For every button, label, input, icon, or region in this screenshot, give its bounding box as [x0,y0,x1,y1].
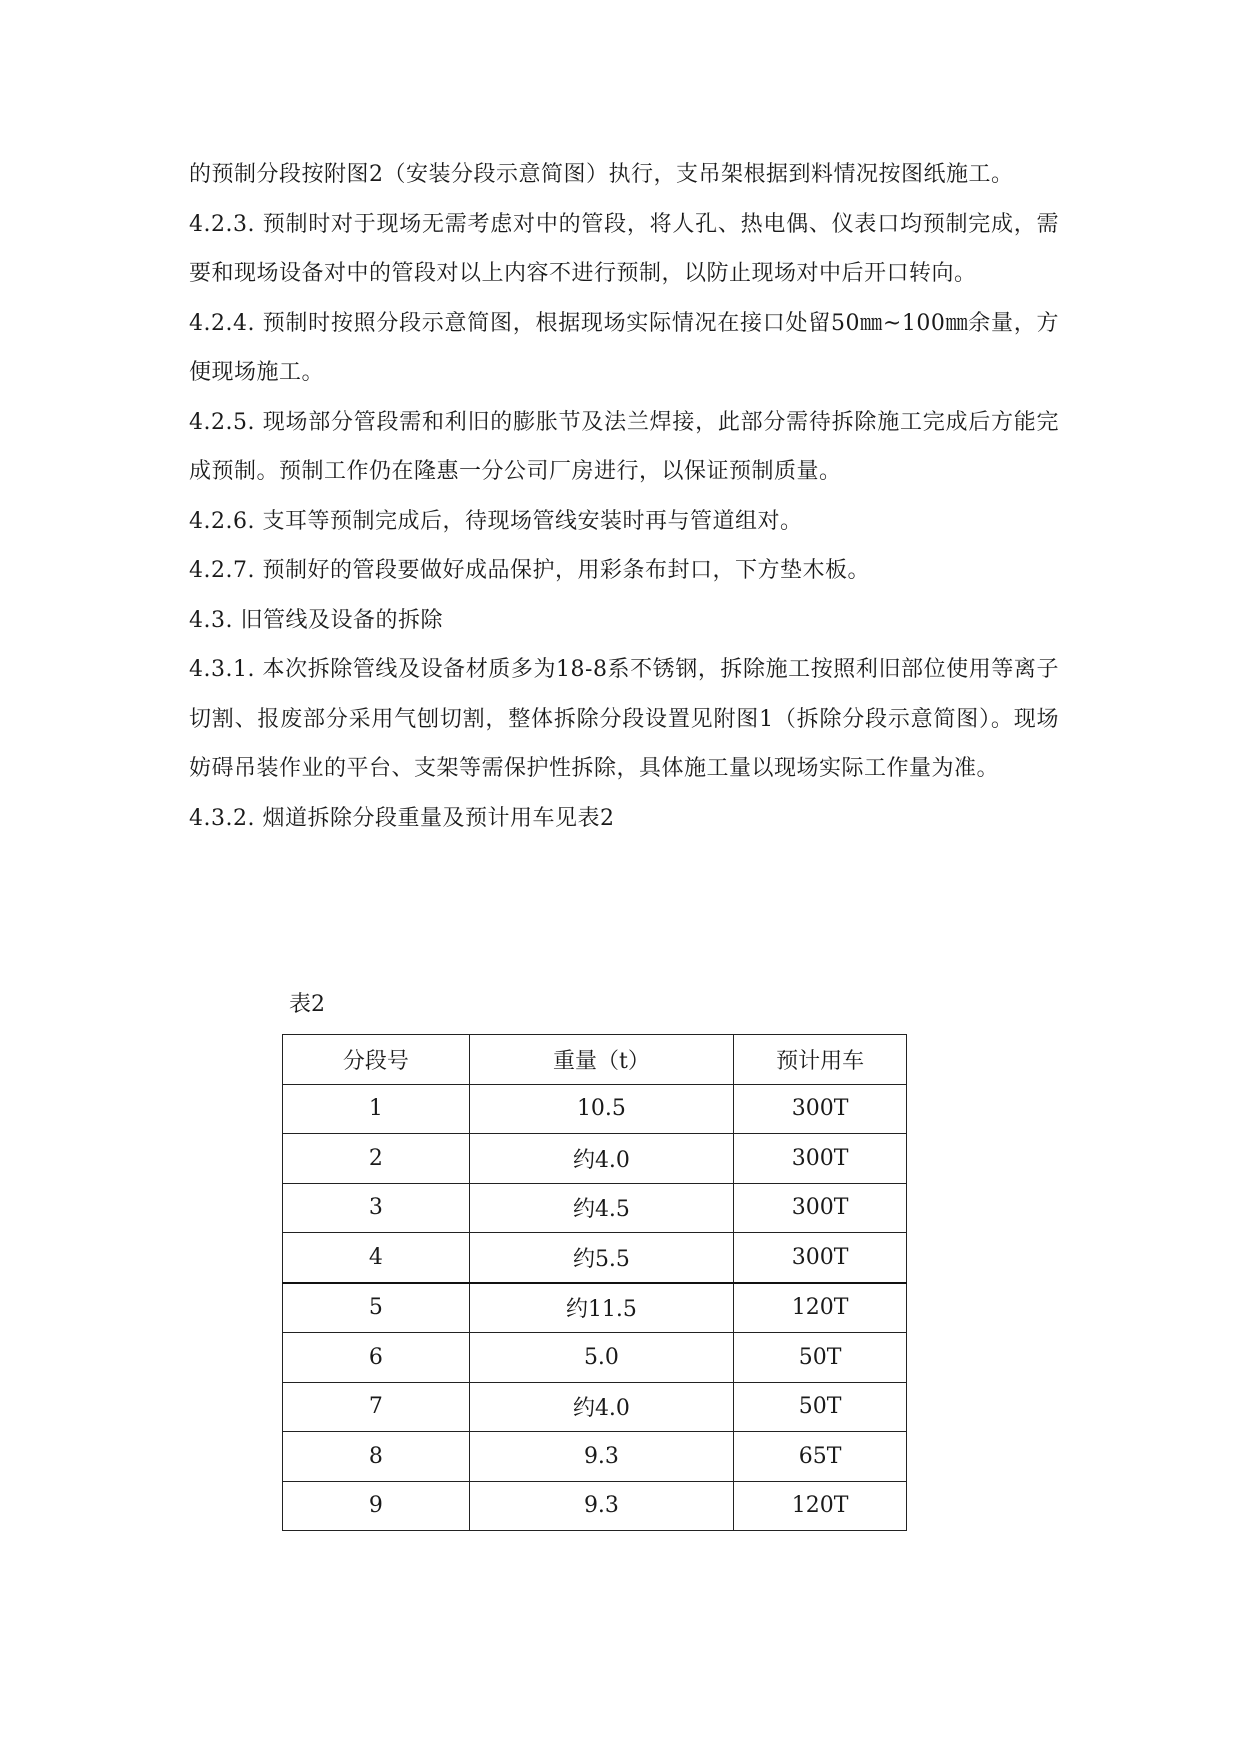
paragraph-prefab-segments: 的预制分段按附图2（安装分段示意简图）执行，支吊架根据到料情况按图纸施工。 [189,162,1014,187]
paragraph-4-2-5: 4.2.5. 现场部分管段需和利旧的膨胀节及法兰焊接，此部分需待拆除施工完成后方能完成预制。预制工作仍在隆惠一分公司厂房进行，以保证预制质量。 [189,409,1059,484]
table-row [283,1432,907,1482]
cell-crane: 300T [734,1134,907,1184]
cell-weight: 9.3 [469,1432,734,1482]
cell-weight: 5.0 [469,1333,734,1383]
paragraph-4-2-3: 4.2.3. 预制时对于现场无需考虑对中的管段，将人孔、热电偶、仪表口均预制完成，需要和现场设备对中的管段对以上内容不进行预制，以防止现场对中后开口转向。 [189,211,1059,286]
table-row [283,1382,907,1432]
header-segment-number: 分段号 [283,1035,470,1085]
table-row [283,1283,907,1333]
table-header-row [283,1035,907,1085]
table-row [283,1233,907,1283]
paragraph-4-3-1: 4.3.1. 本次拆除管线及设备材质多为18-8系不锈钢，拆除施工按照利旧部位使用等离子切割、报废部分采用气刨切割，整体拆除分段设置见附图1（拆除分段示意简图）。现场妨碍吊装作业的平台、支架等需保护性拆除，具体施工量以现场实际工作量为准。 [189,657,1059,781]
paragraph-4-2-7: 4.2.7. 预制好的管段要做好成品保护，用彩条布封口，下方垫木板。 [189,558,870,583]
section-heading-4-3: 4.3. 旧管线及设备的拆除 [189,607,443,633]
header-crane: 预计用车 [734,1035,907,1085]
table-caption: 表2 [289,992,325,1017]
header-weight: 重量（t） [469,1035,734,1085]
paragraph-4-2-4: 4.2.4. 预制时按照分段示意简图，根据现场实际情况在接口处留50㎜~100㎜余量，方便现场施工。 [189,310,1059,385]
table-row [283,1481,907,1531]
segment-weight-table [282,1034,907,1531]
cell-weight: 约4.0 [469,1134,734,1184]
cell-weight: 9.3 [469,1481,734,1531]
cell-weight: 约5.5 [469,1233,734,1283]
table-row [283,1134,907,1184]
cell-crane: 300T [734,1183,907,1233]
cell-segment: 4 [283,1233,470,1283]
cell-crane: 50T [734,1333,907,1383]
cell-segment: 3 [283,1183,470,1233]
cell-crane: 120T [734,1283,907,1333]
table-row [283,1084,907,1134]
cell-crane: 50T [734,1382,907,1432]
cell-weight: 10.5 [469,1084,734,1134]
cell-weight: 约11.5 [469,1283,734,1333]
cell-crane: 120T [734,1481,907,1531]
paragraph-4-2-6: 4.2.6. 支耳等预制完成后，待现场管线安装时再与管道组对。 [189,508,803,534]
cell-segment: 8 [283,1432,470,1482]
cell-segment: 2 [283,1134,470,1184]
paragraph-4-3-2: 4.3.2. 烟道拆除分段重量及预计用车见表2 [189,805,615,831]
table-row [283,1183,907,1233]
cell-crane: 300T [734,1084,907,1134]
cell-segment: 5 [283,1283,470,1333]
cell-segment: 7 [283,1382,470,1432]
cell-weight: 约4.5 [469,1183,734,1233]
cell-segment: 9 [283,1481,470,1531]
cell-segment: 6 [283,1333,470,1383]
cell-weight: 约4.0 [469,1382,734,1432]
table-row [283,1333,907,1383]
cell-segment: 1 [283,1084,470,1134]
cell-crane: 65T [734,1432,907,1482]
cell-crane: 300T [734,1233,907,1283]
body-text [189,150,1059,843]
